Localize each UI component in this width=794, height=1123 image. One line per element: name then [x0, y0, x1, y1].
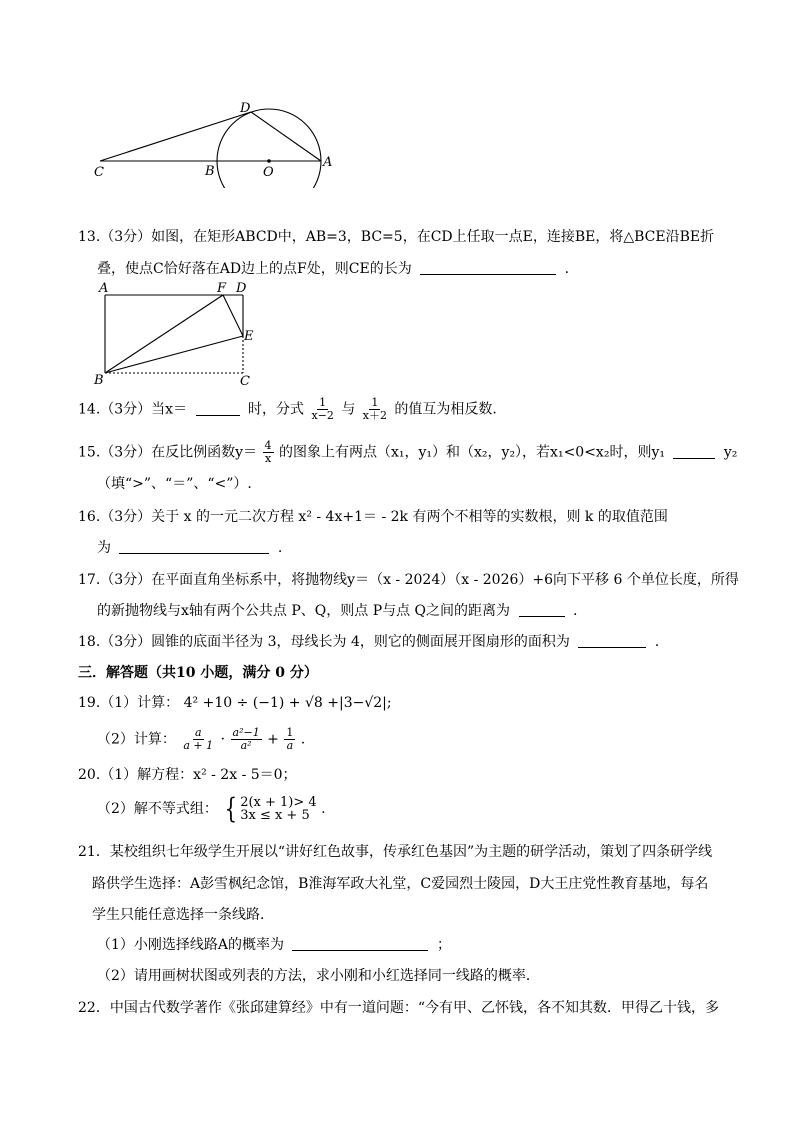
q15-fraction — [263, 440, 274, 465]
q18-text: 18.（3分）圆锥的底面半径为 3，母线长为 4，则它的侧面展开图扇形的面积为 — [78, 634, 570, 650]
label-a: A — [99, 281, 109, 296]
q13-text: 叠，使点C恰好落在AD边上的点F处，则CE的长为 — [97, 261, 412, 277]
q14-line — [78, 397, 497, 422]
q16-end: . — [277, 540, 283, 556]
q21-line3: 学生只能任意选择一条线路． — [92, 907, 274, 923]
q14-text-a: 14.（3分）当x＝ — [78, 401, 188, 418]
label-b: B — [205, 164, 215, 179]
label-e: E — [244, 329, 254, 344]
q14-answer-blank[interactable] — [196, 401, 240, 416]
q13-line2 — [97, 259, 569, 279]
q14-fraction-1 — [309, 397, 335, 422]
q21-answer-blank[interactable] — [292, 936, 428, 951]
q15-line2: （填“>”、“＝”、“<”）. — [97, 476, 252, 492]
label-d: D — [240, 101, 251, 116]
q13-end: . — [564, 261, 570, 277]
q17-text: 的新抛物线与x轴有两个公共点 P、Q，则点 P与点 Q之间的距离为 — [97, 603, 511, 619]
fraction-numerator: a — [194, 726, 202, 739]
q16-line2 — [97, 538, 282, 558]
line-cd — [100, 112, 251, 161]
q19-end: . — [300, 731, 306, 748]
q20-line1: 20.（1）解方程：x² - 2x - 5＝0； — [78, 767, 297, 783]
fraction-denominator: a² — [240, 739, 252, 752]
fraction-denominator: a + 1 — [183, 739, 214, 752]
q19-plus: + — [267, 731, 279, 748]
q20-line2 — [97, 792, 326, 825]
q19-label-1: 19.（1）计算： — [78, 695, 180, 711]
q17-line2 — [97, 601, 577, 621]
q19-line1 — [78, 693, 392, 713]
q15-text-c: y₂ — [723, 444, 738, 461]
label-c: C — [240, 374, 250, 388]
inequality-1: 2(x + 1)> 4 — [240, 795, 317, 810]
fraction-numerator: 1 — [371, 396, 379, 409]
q15-answer-blank[interactable] — [673, 444, 715, 459]
inequality-2: 3x ≤ x + 5 — [240, 808, 310, 823]
line-be — [105, 336, 243, 373]
q19-expression-1: 4² +10 ÷ (−1) + √8 +|3−√2|; — [183, 695, 392, 711]
brace-icon: { — [225, 792, 238, 825]
fraction-denominator: a — [286, 739, 294, 752]
fraction-denominator: x — [264, 452, 272, 465]
q17-line1: 17.（3分）在平面直角坐标系中，将抛物线y＝（x - 2024）（x - 2026）+6向下平移 6 个单位长度，所得 — [78, 572, 739, 588]
q21-line1: 21．某校组织七年级学生开展以“讲好红色故事，传承红色基因”为主题的研学活动，策划了四条研学线 — [78, 844, 713, 860]
q19-fraction-1 — [181, 727, 215, 752]
fraction-denominator: x＋2 — [362, 409, 387, 422]
q16-line1: 16.（3分）关于 x 的一元二次方程 x² - 4x+1＝ - 2k 有两个不相等的实数根，则 k 的取值范围 — [78, 509, 668, 525]
rectangle-figure — [90, 280, 265, 388]
line-fe — [223, 295, 243, 336]
label-a: A — [323, 155, 333, 170]
center-point — [267, 159, 271, 163]
label-o: O — [263, 165, 274, 180]
label-d: D — [236, 281, 247, 296]
line-bf — [105, 295, 223, 373]
q15-text-b: 的图象上有两点（x₁，y₁）和（x₂，y₂），若x₁<0<x₂时，则y₁ — [279, 444, 665, 461]
line-da — [251, 112, 321, 161]
q19-fraction-3 — [284, 727, 295, 752]
q19-line2 — [97, 727, 305, 752]
q14-text-b: 时，分式 — [247, 401, 304, 418]
q18-end: . — [654, 634, 660, 650]
inequality-system — [222, 792, 317, 825]
q21-text: （1）小刚选择线路A的概率为 — [97, 937, 285, 953]
q14-fraction-2 — [361, 397, 389, 422]
fraction-numerator: a²−1 — [232, 726, 260, 739]
q21-line5: （2）请用画树状图或列表的方法，求小刚和小红选择同一线路的概率． — [97, 968, 540, 984]
q16-answer-blank[interactable] — [119, 539, 269, 554]
fraction-numerator: 1 — [286, 726, 294, 739]
q17-answer-blank[interactable] — [519, 602, 565, 617]
q15-text-a: 15.（3分）在反比例函数y＝ — [78, 444, 258, 461]
q19-fraction-2 — [231, 727, 262, 752]
section-heading: 三．解答题（共10 小题，满分 0 分） — [78, 665, 318, 681]
q14-text-d: 的值互为相反数. — [394, 401, 497, 418]
fraction-numerator: 1 — [319, 396, 327, 409]
q14-text-c: 与 — [341, 401, 356, 418]
q17-end: . — [572, 603, 578, 619]
q22-line1: 22．中国古代数学著作《张邱建算经》中有一道问题：“今有甲、乙怀钱，各不知其数．甲得乙十钱，多 — [78, 1000, 719, 1016]
q21-end: ； — [436, 937, 451, 953]
fraction-numerator: 4 — [264, 439, 272, 452]
q20-end: . — [321, 801, 326, 817]
circle-figure — [88, 96, 348, 188]
q18-line — [78, 632, 659, 652]
q19-label-2: （2）计算： — [97, 731, 176, 748]
q19-dot: · — [220, 731, 226, 748]
q20-label-2: （2）解不等式组： — [97, 801, 218, 817]
q21-line2: 路供学生选择：A彭雪枫纪念馆，B淮海军政大礼堂，C爱园烈士陵园，D大王庄党性教育基地，每名 — [92, 876, 709, 892]
q18-answer-blank[interactable] — [578, 633, 646, 648]
inequality-rows — [240, 796, 316, 822]
label-b: B — [94, 373, 104, 388]
q21-line4 — [97, 935, 451, 955]
q16-text: 为 — [97, 540, 111, 556]
q13-answer-blank[interactable] — [420, 260, 556, 275]
label-f: F — [217, 281, 227, 296]
q15-line1 — [78, 440, 737, 465]
fraction-denominator: x−2 — [311, 409, 334, 422]
label-c: C — [94, 165, 104, 180]
q13-line1: 13.（3分）如图，在矩形ABCD中，AB=3，BC=5，在CD上任取一点E，连接BE，将△BCE沿BE折 — [78, 229, 715, 245]
